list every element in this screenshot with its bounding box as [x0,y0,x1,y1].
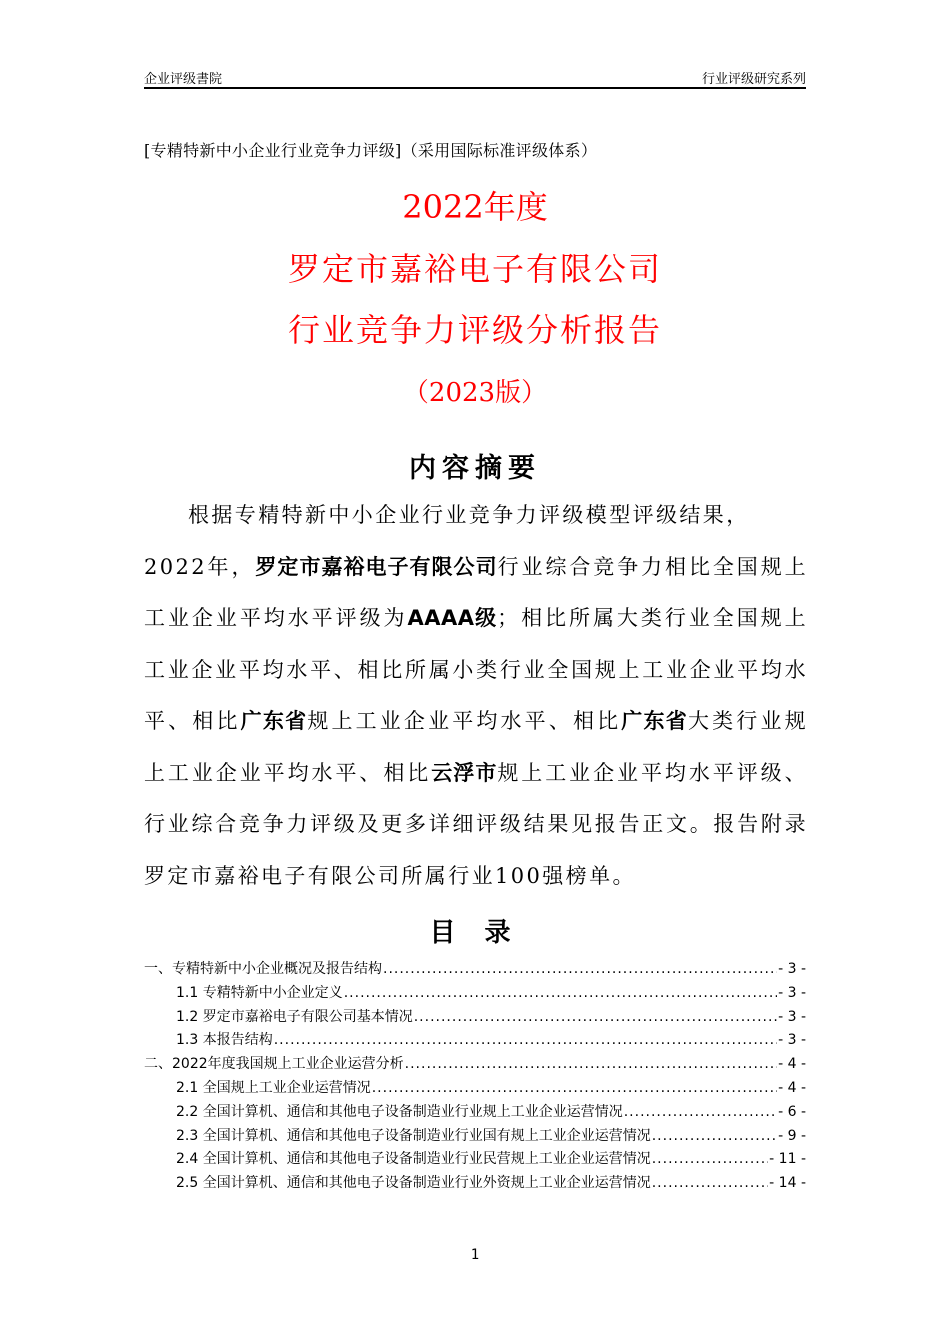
abstract-heading: 内容摘要 [409,453,541,484]
abstract-text: 规上工业企业平均水平、相比 [307,709,622,733]
header-series: 行业评级研究系列 [701,72,806,87]
toc-entry-page: - 4 - [778,1056,806,1073]
toc-entry-label: 2.4 全国计算机、通信和其他电子设备制造业行业民营规上工业企业运营情况 [176,1151,651,1168]
company-name-bold: 罗定市嘉裕电子有限公司 [255,554,498,579]
abstract-text: 大类行业规上工业企业平均水平、相比 [144,709,809,785]
toc-entry-label: 二、2022年度我国规上工业企业运营分析 [144,1056,404,1073]
toc-entry[interactable] [144,1029,806,1053]
toc-entry[interactable] [144,958,806,982]
toc-entry-label: 1.3 本报告结构 [176,1032,273,1049]
abstract-text: 行业综合竞争力相比全国规上工业企业平均水平评级为 [144,554,809,630]
toc-leader [383,958,777,982]
toc-entry-page: - 4 - [778,1079,806,1096]
toc-entry-page: - 9 - [778,1127,806,1144]
title-year: 2022年度 [402,188,548,226]
toc-entry[interactable] [144,1053,806,1077]
toc-entry-page: - 11 - [769,1151,806,1168]
rating-bold: AAAA级 [407,606,498,630]
toc-leader [652,1125,777,1149]
toc-entry-page: - 6 - [778,1103,806,1120]
toc-entry[interactable] [144,1172,806,1196]
toc-leader [274,1029,777,1053]
toc-heading: 目 录 [429,918,521,948]
toc-leader [414,1006,777,1030]
toc-entry-label: 1.2 罗定市嘉裕电子有限公司基本情况 [176,1008,413,1025]
toc-entry[interactable] [144,1148,806,1172]
series-line: [专精特新中小企业行业竞争力评级]（采用国际标准评级体系） [144,141,598,160]
table-of-contents [144,958,806,1196]
province-bold: 广东省 [240,709,308,733]
toc-leader [372,1077,777,1101]
toc-leader [652,1172,768,1196]
toc-entry-label: 1.1 专精特新中小企业定义 [176,984,343,1001]
toc-entry[interactable] [144,1077,806,1101]
title-edition: （2023版） [402,378,548,408]
abstract-body [144,490,808,902]
city-bold: 云浮市 [431,760,498,785]
toc-entry-label: 一、专精特新中小企业概况及报告结构 [144,961,382,977]
toc-entry[interactable] [144,1101,806,1125]
running-header [144,68,806,88]
header-publisher: 企业评级書院 [144,72,223,87]
toc-entry-page: - 3 - [778,984,806,1001]
toc-entry-page: - 3 - [778,1008,806,1025]
toc-leader [344,982,777,1006]
toc-entry-label: 2.5 全国计算机、通信和其他电子设备制造业行业外资规上工业企业运营情况 [176,1175,651,1192]
toc-entry[interactable] [144,1006,806,1030]
toc-entry-label: 2.1 全国规上工业企业运营情况 [176,1079,371,1096]
toc-entry-page: - 3 - [778,961,806,977]
toc-entry-label: 2.2 全国计算机、通信和其他电子设备制造业行业规上工业企业运营情况 [176,1103,623,1120]
toc-entry-label: 2.3 全国计算机、通信和其他电子设备制造业行业国有规上工业企业运营情况 [176,1127,651,1144]
page-number: 1 [470,1247,480,1263]
header-rule [144,87,806,89]
title-report: 行业竞争力评级分析报告 [287,311,662,349]
title-company: 罗定市嘉裕电子有限公司 [287,250,662,288]
abstract-paragraph-1: 根据专精特新中小企业行业竞争力评级模型评级结果， [188,503,750,527]
abstract-paragraph-2 [144,542,808,903]
abstract-text: 规上工业企业平均水平评级、行业综合竞争力评级及更多详细评级结果见报告正文。报告附录罗定市嘉裕电子有限公司所属行业100强榜单。 [144,760,808,888]
toc-entry[interactable] [144,1125,806,1149]
toc-entry-page: - 3 - [778,1032,806,1049]
toc-entry[interactable] [144,982,806,1006]
toc-leader [624,1101,777,1125]
province-bold: 广东省 [621,709,689,733]
toc-leader [405,1053,777,1077]
toc-entry-page: - 14 - [769,1175,806,1192]
toc-leader [652,1148,768,1172]
abstract-year: 2022年， [144,554,256,579]
abstract-text: ；相比所属大类行业全国规上工业企业平均水平、相比所属小类行业全国规上工业企业平均水平、相比 [144,606,808,733]
